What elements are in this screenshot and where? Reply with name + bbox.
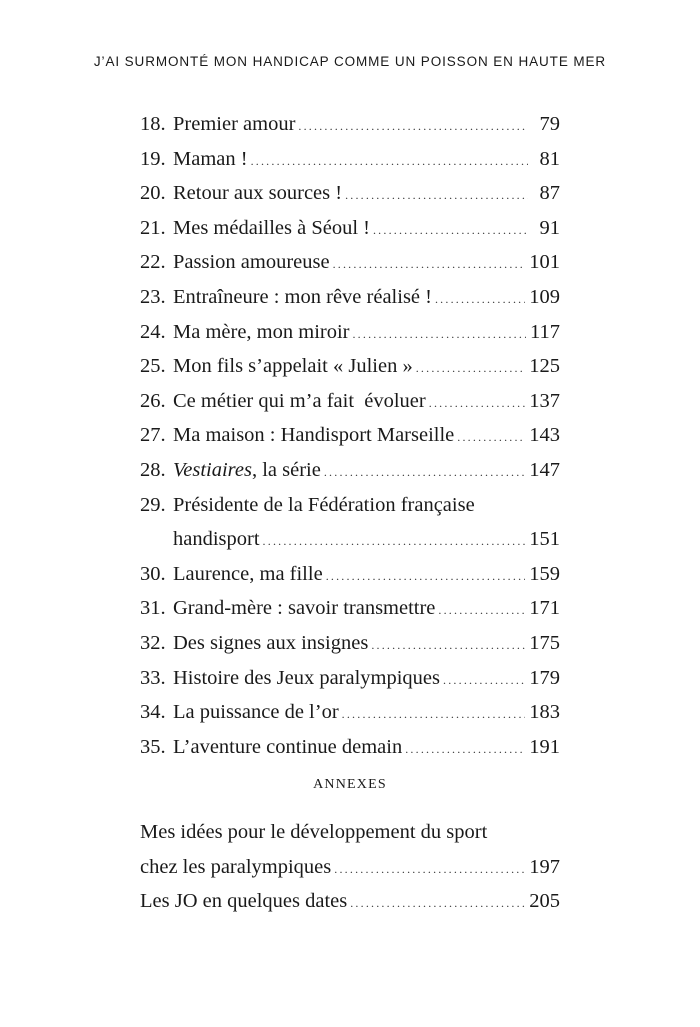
entry-title: Laurence, ma fille <box>173 562 323 585</box>
toc-entry-34[interactable] <box>140 695 560 730</box>
entry-number: 26. <box>140 389 166 412</box>
entry-number: 30. <box>140 562 166 585</box>
entry-title: La puissance de l’or <box>173 701 339 724</box>
entry-page: 109 <box>529 285 560 308</box>
entry-page: 151 <box>529 528 560 551</box>
entry-number: 32. <box>140 631 166 654</box>
entry-page: 183 <box>529 701 560 724</box>
annexes-list <box>140 815 560 919</box>
entry-page: 137 <box>529 389 560 412</box>
toc-entry-28[interactable] <box>140 453 560 488</box>
leader-dots <box>352 317 526 352</box>
entry-number: 23. <box>140 285 166 308</box>
running-head: J’AI SURMONTÉ MON HANDICAP COMME UN POISSON EN HAUTE MER <box>93 54 607 69</box>
entry-page: 159 <box>529 562 560 585</box>
entry-number: 24. <box>140 320 166 343</box>
leader-dots <box>350 886 525 921</box>
entry-page: 79 <box>539 113 560 135</box>
entry-title-line1: Mes idées pour le développement du sport <box>140 821 488 843</box>
entry-title: Les JO en quelques dates <box>140 890 348 913</box>
entry-title-line2: chez les paralympiques <box>140 855 332 878</box>
entry-page: 191 <box>529 735 560 758</box>
toc-entry-30[interactable] <box>140 557 560 592</box>
entry-title: Ma mère, mon miroir <box>173 320 350 343</box>
toc-entry-20[interactable] <box>140 176 560 211</box>
entry-title: L’aventure continue demain <box>173 735 403 758</box>
toc-entry-19[interactable] <box>140 142 560 177</box>
entry-number: 18. <box>140 113 166 135</box>
entry-page: 87 <box>539 182 560 205</box>
leader-dots <box>345 178 528 213</box>
entry-page: 179 <box>529 666 560 689</box>
entry-page: 101 <box>529 251 560 274</box>
table-of-contents <box>140 107 560 764</box>
toc-entry-22[interactable] <box>140 245 560 280</box>
entry-number: 34. <box>140 701 166 724</box>
leader-dots <box>342 697 526 732</box>
entry-title: Ce métier qui m’a fait évoluer <box>173 389 426 412</box>
leader-dots <box>263 524 526 559</box>
toc-entry-26[interactable] <box>140 384 560 419</box>
leader-dots <box>371 628 525 663</box>
entry-number: 28. <box>140 458 166 481</box>
entry-title <box>173 453 321 488</box>
entry-title-line1: Présidente de la Fédération française <box>173 493 475 516</box>
leader-dots <box>334 852 525 887</box>
toc-entry-35[interactable] <box>140 730 560 765</box>
entry-title-line2: handisport <box>173 528 260 551</box>
entry-title-italic: Vestiaires <box>173 458 252 481</box>
entry-title-rest: , la série <box>251 458 321 481</box>
entry-page: 81 <box>539 147 560 170</box>
leader-dots <box>298 109 528 144</box>
leader-dots <box>326 559 526 594</box>
entry-title: Ma maison : Handisport Marseille <box>173 424 455 447</box>
entry-number: 35. <box>140 735 166 758</box>
leader-dots <box>324 455 525 490</box>
entry-page: 175 <box>529 631 560 654</box>
leader-dots <box>251 144 528 179</box>
toc-entry-23[interactable] <box>140 280 560 315</box>
leader-dots <box>373 213 528 248</box>
annex-entry-dates[interactable] <box>140 884 560 919</box>
leader-dots <box>438 593 525 628</box>
entry-number: 19. <box>140 147 166 170</box>
annexes-heading: ANNEXES <box>313 777 387 792</box>
entry-page: 117 <box>530 320 560 343</box>
entry-page: 143 <box>529 424 560 447</box>
entry-title: Histoire des Jeux paralympiques <box>173 666 441 689</box>
toc-entry-27[interactable] <box>140 418 560 453</box>
entry-page: 125 <box>529 355 560 378</box>
leader-dots <box>435 282 525 317</box>
entry-number: 29. <box>140 493 166 516</box>
toc-entry-32[interactable] <box>140 626 560 661</box>
entry-page: 91 <box>539 216 560 239</box>
entry-title: Des signes aux insignes <box>173 631 369 654</box>
leader-dots <box>429 386 526 421</box>
toc-entry-24[interactable] <box>140 315 560 350</box>
toc-entry-29[interactable] <box>140 488 560 557</box>
entry-title: Passion amoureuse <box>173 251 330 274</box>
entry-title: Grand-mère : savoir transmettre <box>173 597 436 620</box>
entry-page: 205 <box>529 890 560 913</box>
leader-dots <box>405 732 525 767</box>
leader-dots <box>416 351 526 386</box>
entry-number: 22. <box>140 251 166 274</box>
entry-number: 33. <box>140 666 166 689</box>
leader-dots <box>443 663 525 698</box>
entry-title: Maman ! <box>173 147 248 170</box>
toc-entry-21[interactable] <box>140 211 560 246</box>
entry-title: Entraîneure : mon rêve réalisé ! <box>173 285 432 308</box>
toc-entry-31[interactable] <box>140 591 560 626</box>
entry-title: Mes médailles à Séoul ! <box>173 216 370 239</box>
toc-entry-18[interactable] <box>140 107 560 142</box>
entry-number: 20. <box>140 182 166 205</box>
entry-number: 21. <box>140 216 166 239</box>
entry-page: 197 <box>529 855 560 878</box>
entry-number: 25. <box>140 355 166 378</box>
toc-entry-33[interactable] <box>140 661 560 696</box>
toc-entry-25[interactable] <box>140 349 560 384</box>
leader-dots <box>457 420 525 455</box>
entry-number: 31. <box>140 597 166 620</box>
leader-dots <box>333 247 526 282</box>
entry-page: 171 <box>529 597 560 620</box>
annex-entry-development[interactable] <box>140 815 560 884</box>
entry-title: Premier amour <box>173 113 296 135</box>
entry-title: Retour aux sources ! <box>173 182 343 205</box>
entry-page: 147 <box>529 458 560 481</box>
entry-number: 27. <box>140 424 166 447</box>
entry-title: Mon fils s’appelait « Julien » <box>173 355 413 378</box>
